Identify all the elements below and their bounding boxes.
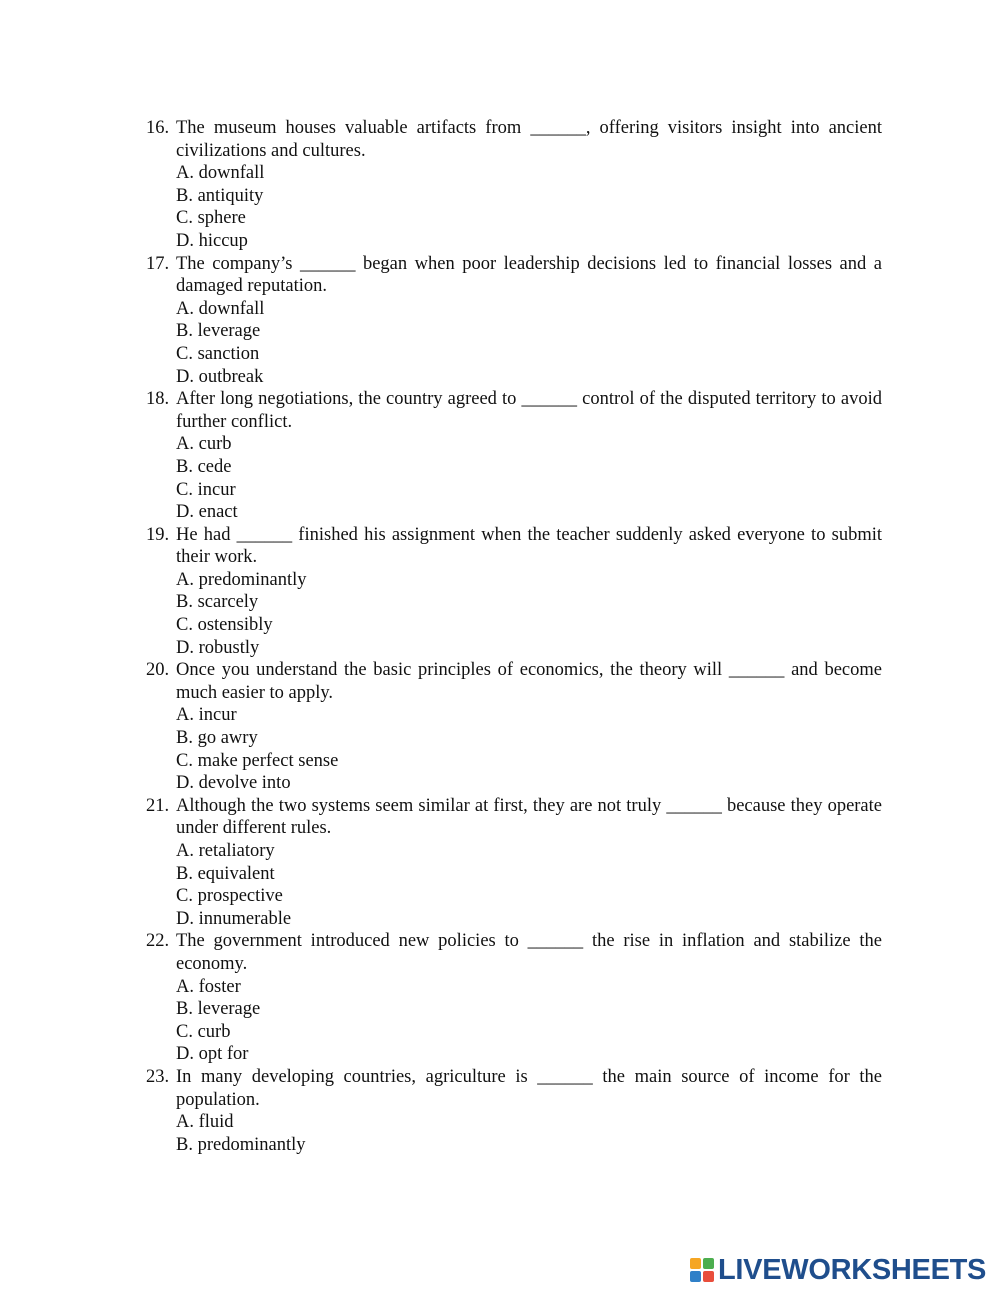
question-stem [146, 388, 882, 433]
answer-option[interactable]: D. hiccup [176, 230, 248, 251]
question-number: 17. [146, 253, 170, 274]
question-text: The museum houses valuable artifacts from ______, offering visitors insight into ancient civilizations and cultures. [176, 118, 882, 161]
answer-option[interactable]: B. go awry [176, 728, 258, 749]
question-stem [146, 524, 882, 569]
answer-option[interactable]: A. curb [176, 434, 232, 455]
question-18 [146, 388, 882, 524]
answer-option[interactable]: B. leverage [176, 999, 261, 1020]
answer-option[interactable]: B. predominantly [176, 1134, 306, 1155]
question-text: The government introduced new policies to ______ the rise in inflation and stabilize the economy. [176, 931, 882, 974]
question-number: 16. [146, 118, 170, 138]
answer-option[interactable]: D. robustly [176, 637, 260, 658]
question-number: 20. [146, 660, 170, 681]
answer-options [146, 569, 882, 659]
liveworksheets-brand [690, 1254, 986, 1286]
answer-options [146, 1111, 882, 1156]
answer-option[interactable]: C. incur [176, 479, 236, 500]
answer-option[interactable]: A. downfall [176, 298, 265, 319]
answer-options [146, 976, 882, 1066]
answer-option[interactable]: B. cede [176, 456, 232, 477]
question-23 [146, 1066, 882, 1156]
answer-option[interactable]: C. ostensibly [176, 615, 273, 636]
question-20 [146, 659, 882, 795]
question-stem [146, 659, 882, 704]
worksheet [146, 117, 882, 1156]
answer-option[interactable]: B. antiquity [176, 185, 264, 206]
logo-tile-i [703, 1258, 714, 1269]
logo-tile-l [690, 1258, 701, 1269]
answer-option[interactable]: B. scarcely [176, 592, 259, 613]
answer-option[interactable]: A. foster [176, 976, 241, 997]
question-stem [146, 1066, 882, 1111]
question-stem [146, 795, 882, 840]
answer-option[interactable]: C. prospective [176, 886, 283, 907]
answer-option[interactable]: A. downfall [176, 163, 265, 184]
answer-options [146, 704, 882, 794]
question-number: 21. [146, 795, 170, 816]
answer-options [146, 433, 882, 523]
answer-option[interactable]: B. equivalent [176, 863, 275, 884]
answer-option[interactable]: C. make perfect sense [176, 750, 339, 771]
answer-options [146, 162, 882, 252]
logo-tile-v [690, 1271, 701, 1282]
answer-option[interactable]: A. fluid [176, 1112, 234, 1133]
brand-name: LIVEWORKSHEETS [718, 1254, 987, 1286]
answer-option[interactable]: B. leverage [176, 321, 261, 342]
question-stem [146, 253, 882, 298]
question-text: In many developing countries, agriculture is ______ the main source of income for the population. [176, 1066, 882, 1110]
answer-option[interactable]: D. outbreak [176, 366, 264, 387]
question-stem [146, 117, 882, 162]
logo-tile-e [703, 1271, 714, 1282]
answer-option[interactable]: D. enact [176, 502, 238, 523]
answer-option[interactable]: A. incur [176, 705, 237, 726]
answer-options [146, 840, 882, 930]
question-21 [146, 795, 882, 931]
question-19 [146, 524, 882, 660]
question-text: Although the two systems seem similar at first, they are not truly ______ because they operate under different rules. [176, 795, 882, 839]
answer-option[interactable]: C. sphere [176, 208, 246, 229]
answer-option[interactable]: A. predominantly [176, 569, 307, 590]
question-number: 19. [146, 524, 170, 545]
question-17 [146, 253, 882, 389]
question-text: After long negotiations, the country agreed to ______ control of the disputed territory to avoid further conflict. [176, 389, 882, 432]
question-number: 22. [146, 931, 170, 952]
answer-option[interactable]: C. sanction [176, 343, 260, 364]
answer-option[interactable]: C. curb [176, 1021, 231, 1042]
question-stem [146, 930, 882, 975]
question-number: 23. [146, 1066, 170, 1087]
question-text: The company’s ______ began when poor leadership decisions led to financial losses and a damaged reputation. [176, 253, 882, 297]
question-number: 18. [146, 389, 170, 410]
answer-option[interactable]: D. innumerable [176, 908, 292, 929]
answer-option[interactable]: D. devolve into [176, 773, 291, 794]
question-22 [146, 930, 882, 1066]
answer-option[interactable]: A. retaliatory [176, 841, 275, 861]
liveworksheets-logo-icon [690, 1258, 714, 1282]
answer-options [146, 298, 882, 388]
answer-option[interactable]: D. opt for [176, 1044, 249, 1065]
question-16 [146, 117, 882, 253]
question-text: He had ______ finished his assignment when the teacher suddenly asked everyone to submit their work. [176, 524, 882, 568]
question-text: Once you understand the basic principles of economics, the theory will ______ and become much easier to apply. [176, 660, 882, 703]
